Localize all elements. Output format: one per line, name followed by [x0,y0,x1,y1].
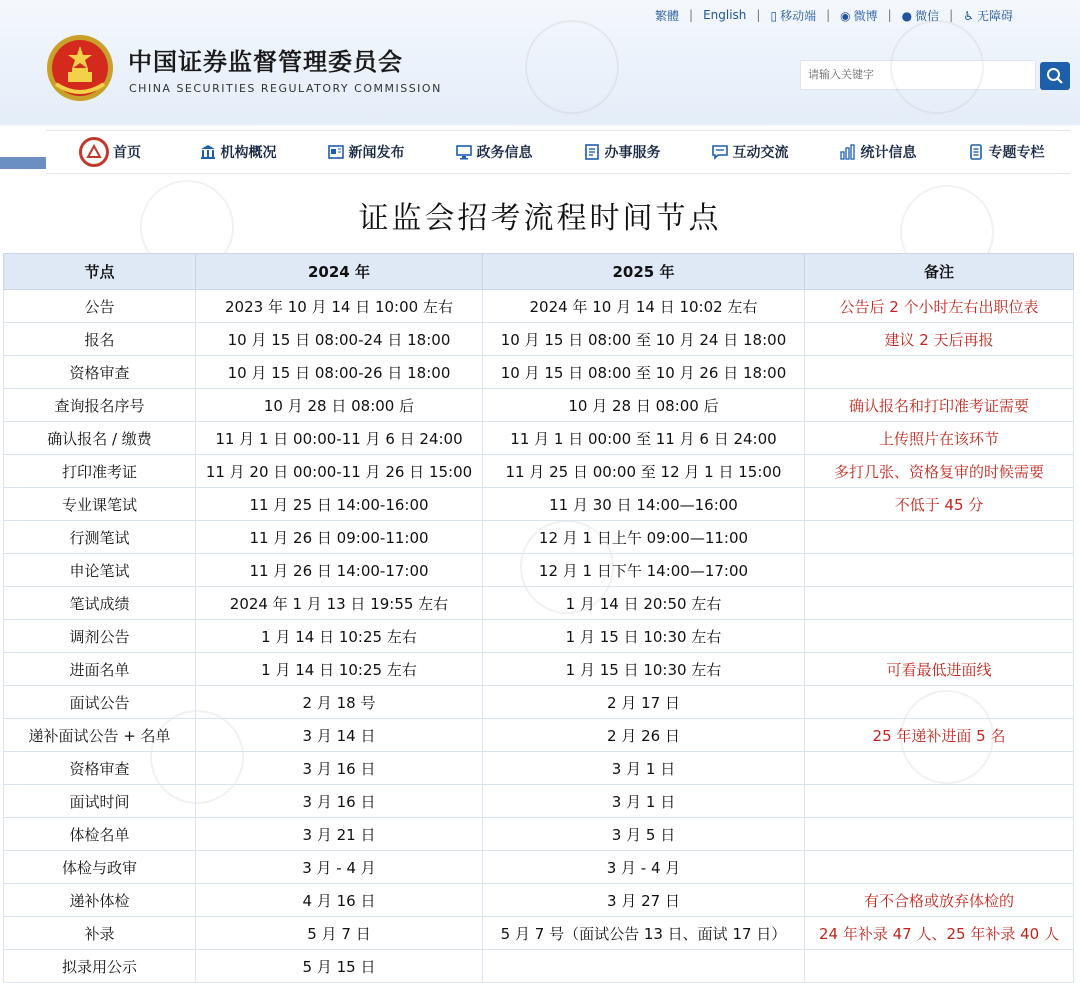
cell-node: 补录 [4,917,196,950]
cell-2024: 1 月 14 日 10:25 左右 [196,620,483,653]
cell-node: 调剂公告 [4,620,196,653]
table-row [4,653,1074,686]
monitor-icon [456,144,472,160]
cell-remarks [805,818,1074,851]
cell-node: 递补体检 [4,884,196,917]
wechat-icon: ● [901,8,913,23]
cell-2024: 2023 年 10 月 14 日 10:00 左右 [196,290,483,323]
cell-2024: 3 月 16 日 [196,785,483,818]
table-row [4,686,1074,719]
cell-2024: 10 月 15 日 08:00-26 日 18:00 [196,356,483,389]
service-icon [584,144,600,160]
cell-2024: 11 月 25 日 14:00-16:00 [196,488,483,521]
cell-remarks [805,356,1074,389]
cell-2025: 11 月 30 日 14:00—16:00 [483,488,805,521]
table-body [4,290,1074,983]
site-subtitle: CHINA SECURITIES REGULATORY COMMISSION [129,82,442,95]
link-accessibility-label: 无障碍 [976,8,1013,23]
separator: | [756,8,761,22]
nav-item-interaction[interactable] [686,142,814,162]
link-english[interactable]: English [703,8,747,22]
cell-2024: 10 月 15 日 08:00-24 日 18:00 [196,323,483,356]
cell-2024: 3 月 14 日 [196,719,483,752]
link-weibo[interactable] [840,7,878,24]
mobile-icon: ▯ [770,8,778,23]
link-mobile[interactable] [770,7,816,24]
cell-remarks [805,587,1074,620]
cell-remarks: 建议 2 天后再报 [805,323,1074,356]
cell-remarks [805,752,1074,785]
table-row [4,818,1074,851]
cell-node: 查询报名序号 [4,389,196,422]
nav-item-services[interactable] [558,142,686,162]
cell-2024: 3 月 16 日 [196,752,483,785]
column-header-2024: 2024 年 [196,254,483,290]
cell-2025: 1 月 15 日 10:30 左右 [483,653,805,686]
separator: | [949,8,954,22]
cell-remarks: 上传照片在该环节 [805,422,1074,455]
nav-item-news[interactable] [302,142,430,162]
column-header-remarks: 备注 [805,254,1074,290]
nav-left-strip [0,157,46,169]
cell-remarks: 可看最低进面线 [805,653,1074,686]
schedule-table [3,253,1074,983]
news-icon [328,144,344,160]
nav-item-label: 机构概况 [220,145,277,161]
table-row [4,752,1074,785]
nav-item-label: 新闻发布 [348,145,405,161]
cell-2024: 5 月 7 日 [196,917,483,950]
cell-2024: 11 月 1 日 00:00-11 月 6 日 24:00 [196,422,483,455]
table-row [4,389,1074,422]
nav-item-label: 办事服务 [604,145,661,161]
link-mobile-label: 移动端 [780,8,817,23]
cell-2025: 10 月 28 日 08:00 后 [483,389,805,422]
cell-node: 资格审查 [4,356,196,389]
cell-remarks [805,851,1074,884]
cell-node: 体检与政审 [4,851,196,884]
cell-remarks [805,554,1074,587]
cell-remarks: 不低于 45 分 [805,488,1074,521]
site-title[interactable]: 中国证券监督管理委员会 [128,48,403,76]
cell-node: 面试公告 [4,686,196,719]
table-row [4,950,1074,983]
cell-remarks: 确认报名和打印准考证需要 [805,389,1074,422]
cell-remarks [805,521,1074,554]
cell-2025: 3 月 1 日 [483,785,805,818]
cell-2024: 3 月 21 日 [196,818,483,851]
link-traditional-chinese[interactable]: 繁體 [655,8,680,23]
cell-2024: 11 月 20 日 00:00-11 月 26 日 15:00 [196,455,483,488]
cell-2025: 1 月 14 日 20:50 左右 [483,587,805,620]
cell-2025: 3 月 - 4 月 [483,851,805,884]
cell-2025: 10 月 15 日 08:00 至 10 月 26 日 18:00 [483,356,805,389]
nav-item-statistics[interactable] [814,142,942,162]
cell-2025: 11 月 25 日 00:00 至 12 月 1 日 15:00 [483,455,805,488]
table-row [4,488,1074,521]
cell-2024: 2 月 18 号 [196,686,483,719]
cell-2025: 12 月 1 日下午 14:00—17:00 [483,554,805,587]
cell-node: 递补面试公告 + 名单 [4,719,196,752]
building-icon [200,144,216,160]
cell-2025: 2 月 17 日 [483,686,805,719]
cell-2024: 10 月 28 日 08:00 后 [196,389,483,422]
cell-remarks: 多打几张、资格复审的时候需要 [805,455,1074,488]
cell-2025: 2 月 26 日 [483,719,805,752]
cell-2024: 5 月 15 日 [196,950,483,983]
table-row [4,554,1074,587]
table-row [4,422,1074,455]
cell-node: 报名 [4,323,196,356]
cell-2025: 3 月 1 日 [483,752,805,785]
cell-2025: 12 月 1 日上午 09:00—11:00 [483,521,805,554]
cell-remarks [805,620,1074,653]
nav-item-label: 政务信息 [476,145,533,161]
cell-remarks: 公告后 2 个小时左右出职位表 [805,290,1074,323]
cell-node: 公告 [4,290,196,323]
national-emblem-icon [46,34,114,102]
cell-2025: 1 月 15 日 10:30 左右 [483,620,805,653]
column-header-node: 节点 [4,254,196,290]
table-row [4,521,1074,554]
link-weibo-label: 微博 [853,8,878,23]
link-wechat[interactable] [902,7,940,24]
cell-2024: 2024 年 1 月 13 日 19:55 左右 [196,587,483,620]
table-row [4,785,1074,818]
nav-item-label: 首页 [113,145,141,161]
cell-node: 进面名单 [4,653,196,686]
cell-remarks: 24 年补录 47 人、25 年补录 40 人 [805,917,1074,950]
document-icon [968,144,984,160]
cell-node: 行测笔试 [4,521,196,554]
search-icon [1046,67,1064,85]
table-row [4,620,1074,653]
cell-remarks: 有不合格或放弃体检的 [805,884,1074,917]
cell-2024: 1 月 14 日 10:25 左右 [196,653,483,686]
table-row [4,455,1074,488]
cell-remarks [805,950,1074,983]
site-header [0,0,1080,125]
cell-2025: 2024 年 10 月 14 日 10:02 左右 [483,290,805,323]
cell-2025: 3 月 5 日 [483,818,805,851]
nav-item-gov-info[interactable] [430,142,558,162]
cell-2024: 11 月 26 日 09:00-11:00 [196,521,483,554]
cell-2024: 3 月 - 4 月 [196,851,483,884]
separator: | [887,8,892,22]
table-row [4,917,1074,950]
home-emblem-icon [79,137,109,167]
cell-2025: 11 月 1 日 00:00 至 11 月 6 日 24:00 [483,422,805,455]
cell-2025: 10 月 15 日 08:00 至 10 月 24 日 18:00 [483,323,805,356]
cell-node: 打印准考证 [4,455,196,488]
cell-node: 确认报名 / 缴费 [4,422,196,455]
cell-node: 面试时间 [4,785,196,818]
table-row [4,323,1074,356]
table-row [4,290,1074,323]
table-row [4,884,1074,917]
page-title: 证监会招考流程时间节点 [358,201,722,236]
search-input[interactable]: 请输入关键字 [800,60,1036,90]
cell-remarks: 25 年递补进面 5 名 [805,719,1074,752]
cell-node: 资格审查 [4,752,196,785]
nav-item-home[interactable] [46,137,174,167]
link-wechat-label: 微信 [915,8,940,23]
search-button[interactable] [1040,62,1070,90]
nav-item-about[interactable] [174,142,302,162]
table-row [4,719,1074,752]
cell-node: 申论笔试 [4,554,196,587]
column-header-2025: 2025 年 [483,254,805,290]
cell-node: 拟录用公示 [4,950,196,983]
nav-item-topics[interactable] [942,142,1070,162]
cell-node: 专业课笔试 [4,488,196,521]
cell-remarks [805,785,1074,818]
weibo-icon: ◉ [840,8,851,23]
cell-2025: 3 月 27 日 [483,884,805,917]
nav-item-label: 专题专栏 [988,145,1045,161]
cell-2025 [483,950,805,983]
bar-chart-icon [840,144,856,160]
separator: | [826,8,831,22]
cell-2025: 5 月 7 号（面试公告 13 日、面试 17 日） [483,917,805,950]
separator: | [689,8,694,22]
table-row [4,587,1074,620]
table-row [4,356,1074,389]
cell-node: 笔试成绩 [4,587,196,620]
top-links [655,6,1013,24]
table-row [4,851,1074,884]
main-nav [46,130,1070,174]
accessibility-icon: ♿ [963,8,974,23]
nav-item-label: 统计信息 [860,145,917,161]
nav-item-label: 互动交流 [732,145,789,161]
cell-2024: 11 月 26 日 14:00-17:00 [196,554,483,587]
table-header-row [4,254,1074,290]
cell-node: 体检名单 [4,818,196,851]
chat-icon [712,144,728,160]
cell-remarks [805,686,1074,719]
link-accessibility[interactable] [963,7,1013,24]
cell-2024: 4 月 16 日 [196,884,483,917]
